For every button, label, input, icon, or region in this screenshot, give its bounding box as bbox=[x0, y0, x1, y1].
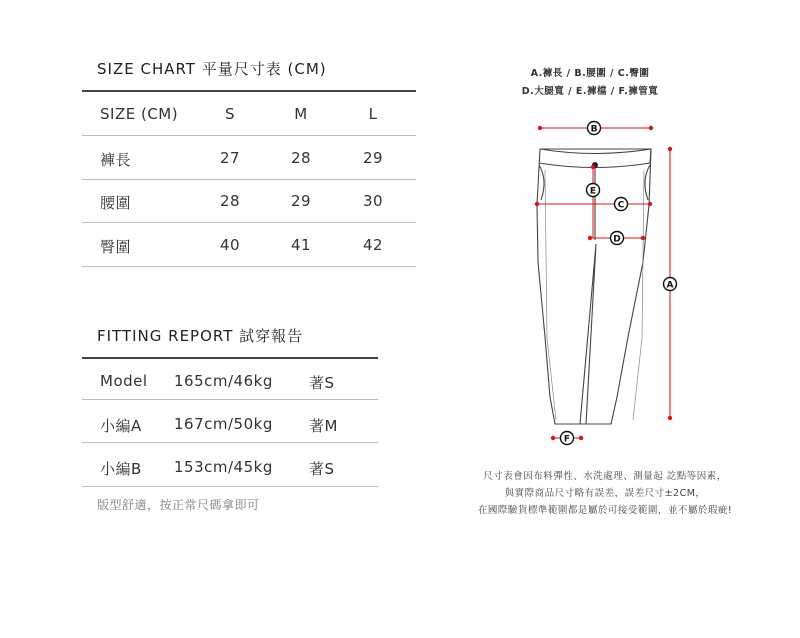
measurement-notes bbox=[425, 468, 785, 519]
fitting-row-size: 著S bbox=[309, 374, 335, 392]
fitting-row-name: 小編B bbox=[100, 460, 142, 478]
pants-right-inner bbox=[633, 170, 644, 420]
marker-a-icon bbox=[664, 278, 677, 291]
notes-line-3: 在國際驗貨標準範圍都是屬於可接受範圍，並不屬於瑕疵! bbox=[477, 505, 733, 516]
size-chart-header-s: S bbox=[224, 105, 236, 123]
fitting-row-size: 著S bbox=[309, 460, 335, 478]
size-row-label-length: 褲長 bbox=[100, 151, 132, 169]
fitting-row-size: 著M bbox=[309, 417, 338, 435]
size-chart-title: SIZE CHART 平量尺寸表 (CM) bbox=[97, 60, 327, 78]
fitting-row-stats: 167cm/50kg bbox=[174, 415, 273, 433]
size-row-hip-l: 42 bbox=[362, 236, 384, 254]
notes-line-2: 與實際商品尺寸略有誤差，誤差尺寸±2CM， bbox=[504, 488, 706, 499]
size-row-label-waist: 腰圍 bbox=[100, 194, 132, 212]
size-chart-header-m: M bbox=[294, 105, 308, 123]
svg-text:C: C bbox=[617, 200, 625, 211]
marker-c-icon bbox=[615, 198, 628, 211]
size-row-length-m: 28 bbox=[290, 149, 312, 167]
marker-e-icon bbox=[587, 184, 600, 197]
size-row-length-s: 27 bbox=[219, 149, 241, 167]
marker-f-icon bbox=[561, 432, 574, 445]
size-row-waist-s: 28 bbox=[219, 192, 241, 210]
fitting-row-stats: 165cm/46kg bbox=[174, 372, 273, 390]
svg-text:A: A bbox=[666, 280, 674, 291]
fitting-row-name: Model bbox=[100, 372, 148, 390]
size-row-length-l: 29 bbox=[362, 149, 384, 167]
marker-b-icon bbox=[588, 122, 601, 135]
fitting-row-name: 小編A bbox=[100, 417, 142, 435]
svg-text:E: E bbox=[589, 186, 597, 197]
svg-text:F: F bbox=[563, 434, 571, 445]
diagram-legend-line1: A.褲長 / B.腰圍 / C.臀圍 bbox=[530, 68, 650, 79]
pants-left-pocket bbox=[539, 165, 544, 200]
size-row-waist-m: 29 bbox=[290, 192, 312, 210]
size-row-hip-m: 41 bbox=[290, 236, 312, 254]
size-chart-header-size: SIZE (CM) bbox=[100, 105, 179, 123]
svg-text:D: D bbox=[613, 234, 621, 245]
size-row-hip-s: 40 bbox=[219, 236, 241, 254]
size-row-label-hip: 臀圍 bbox=[100, 238, 132, 256]
size-chart-header-l: L bbox=[368, 105, 378, 123]
marker-d-icon bbox=[611, 232, 624, 245]
fitting-report-title: FITTING REPORT 試穿報告 bbox=[97, 327, 304, 345]
fitting-note: 版型舒適，按正常尺碼拿即可 bbox=[97, 498, 260, 512]
diagram-legend-line2: D.大腿寬 / E.褲檔 / F.褲管寬 bbox=[521, 86, 659, 97]
svg-text:B: B bbox=[590, 124, 598, 135]
fitting-row-stats: 153cm/45kg bbox=[174, 458, 273, 476]
pants-left-inner bbox=[545, 170, 556, 420]
notes-line-1: 尺寸表會因布料彈性、水洗處理、測量起 訖點等因素， bbox=[483, 471, 727, 482]
size-row-waist-l: 30 bbox=[362, 192, 384, 210]
